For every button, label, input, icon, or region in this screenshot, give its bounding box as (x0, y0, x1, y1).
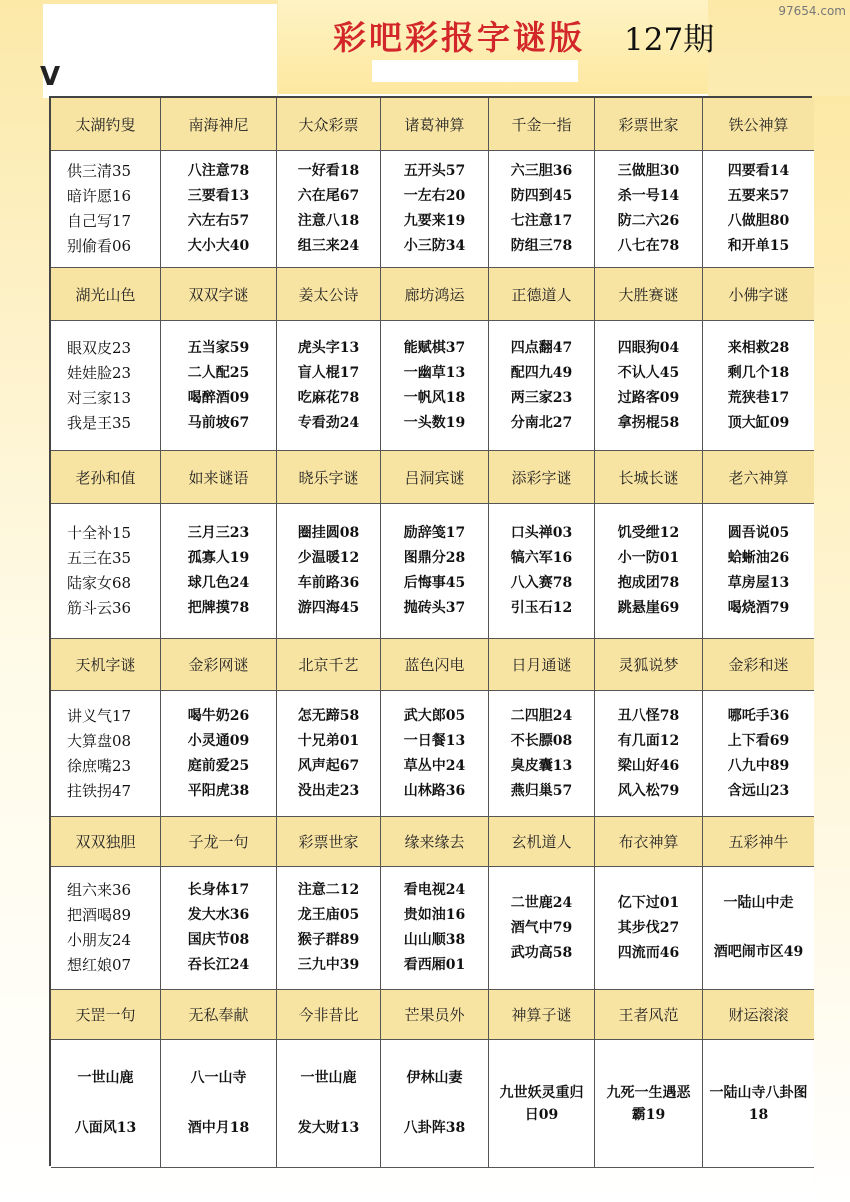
riddle-line: 一陆山中走 (723, 895, 794, 911)
riddle-cell (595, 321, 703, 451)
riddle-cell (161, 1040, 277, 1168)
riddle-cell (703, 504, 814, 639)
riddle-line: 讲义气17 (67, 706, 132, 725)
riddle-cell (161, 691, 277, 817)
riddle-line: 亿下过01 (617, 894, 680, 911)
riddle-cell (489, 151, 595, 268)
riddle-line: 发大水36 (187, 907, 250, 923)
riddle-line: 分南北27 (510, 414, 573, 431)
column-header: 神算子谜 (489, 990, 595, 1040)
left-mark: V (40, 62, 61, 92)
riddle-cell (277, 1040, 381, 1168)
column-header: 玄机道人 (489, 817, 595, 867)
riddle-line: 把酒喝89 (67, 906, 132, 924)
riddle-line: 犒六军16 (510, 550, 573, 566)
riddle-cell (51, 867, 161, 990)
riddle-cell (51, 691, 161, 817)
riddle-line: 二四胆24 (510, 707, 573, 724)
riddle-line: 三月三23 (187, 525, 250, 541)
riddle-cell (277, 504, 381, 639)
riddle-cell (277, 151, 381, 268)
column-header: 彩票世家 (595, 98, 703, 151)
riddle-line: 四眼狗04 (617, 339, 680, 356)
riddle-line: 庭前爱25 (187, 757, 250, 774)
riddle-line: 有几面12 (617, 732, 680, 749)
column-header: 大胜赛谜 (595, 268, 703, 321)
riddle-cell (703, 151, 814, 268)
riddle-line: 筋斗云36 (67, 599, 132, 617)
riddle-line: 拿拐棍58 (617, 414, 680, 431)
riddle-cell (277, 321, 381, 451)
blank-sub-box (372, 60, 578, 82)
column-header: 湖光山色 (51, 268, 161, 321)
riddle-line: 防二六26 (617, 213, 680, 229)
column-header: 天机字谜 (51, 639, 161, 691)
riddle-line: 酒气中79 (510, 919, 573, 936)
riddle-line: 平阳虎38 (187, 782, 250, 799)
riddle-line: 长身体17 (187, 882, 250, 898)
column-header: 添彩字谜 (489, 451, 595, 504)
riddle-cell (703, 321, 814, 451)
riddle-line: 引玉石12 (510, 600, 573, 616)
riddle-line: 注意二12 (297, 882, 360, 898)
riddle-cell (51, 1040, 161, 1168)
riddle-line: 一头数19 (403, 414, 466, 431)
riddle-line: 八入赛78 (510, 575, 573, 591)
riddle-line: 其步伐27 (617, 919, 680, 936)
riddle-line: 马前坡67 (187, 414, 250, 431)
riddle-cell (161, 321, 277, 451)
riddle-line: 不长膘08 (510, 732, 573, 749)
riddle-line: 十全补15 (67, 524, 132, 542)
riddle-line: 贵如油16 (403, 907, 466, 923)
column-header: 王者风范 (595, 990, 703, 1040)
riddle-cell (595, 691, 703, 817)
riddle-line: 不认人45 (617, 364, 680, 381)
riddle-line: 和开单15 (727, 238, 790, 254)
riddle-line: 虎头字13 (297, 339, 360, 356)
riddle-line: 六在尾67 (297, 188, 360, 204)
riddle-line: 陆家女68 (67, 574, 132, 592)
column-header: 财运滚滚 (703, 990, 814, 1040)
riddle-line: 伊林山妻 (406, 1069, 463, 1086)
riddle-cell (161, 867, 277, 990)
riddle-cell (595, 1040, 703, 1168)
riddle-line: 六三胆36 (510, 163, 573, 179)
blank-header-box (43, 4, 277, 98)
riddle-line: 小一防01 (617, 550, 680, 566)
riddle-line: 荒狭巷17 (727, 389, 790, 406)
riddle-line: 怎无蹄58 (297, 707, 360, 724)
riddle-cell (703, 1040, 814, 1168)
column-header: 姜太公诗 (277, 268, 381, 321)
riddle-line: 杀一号14 (617, 188, 680, 204)
column-header: 灵狐说梦 (595, 639, 703, 691)
riddle-cell (381, 504, 489, 639)
column-header: 北京千艺 (277, 639, 381, 691)
riddle-cell (381, 321, 489, 451)
riddle-line: 徐庶嘴23 (67, 756, 132, 775)
riddle-line: 跳悬崖69 (617, 600, 680, 616)
column-header: 金彩网谜 (161, 639, 277, 691)
riddle-line: 口头禅03 (510, 525, 573, 541)
riddle-line: 一世山鹿 (77, 1069, 134, 1086)
column-header: 日月通谜 (489, 639, 595, 691)
riddle-line: 臭皮囊13 (510, 757, 573, 774)
riddle-line: 饥受绁12 (617, 525, 680, 541)
riddle-line: 想红娘07 (67, 956, 132, 974)
riddle-line: 五要来57 (727, 188, 790, 204)
column-header: 无私奉献 (161, 990, 277, 1040)
riddle-line: 草丛中24 (403, 757, 466, 774)
riddle-line: 顶大缸09 (727, 414, 790, 431)
riddle-line: 一世山鹿 (300, 1069, 357, 1086)
riddle-line: 八面风13 (74, 1120, 137, 1137)
riddle-line: 小灵通09 (187, 732, 250, 749)
column-header: 吕洞宾谜 (381, 451, 489, 504)
riddle-cell (703, 867, 814, 990)
riddle-line: 一帆风18 (403, 389, 466, 406)
riddle-line: 喝醉酒09 (187, 389, 250, 406)
column-header: 缘来缘去 (381, 817, 489, 867)
column-header: 布衣神算 (595, 817, 703, 867)
riddle-line: 一陆山寺八卦图18 (709, 1084, 808, 1123)
riddle-line: 两三家23 (510, 389, 573, 406)
riddle-line: 武大郎05 (403, 707, 466, 724)
riddle-cell (595, 867, 703, 990)
column-header: 今非昔比 (277, 990, 381, 1040)
riddle-line: 剩几个18 (727, 364, 790, 381)
riddle-table (49, 96, 812, 1166)
riddle-line: 抛砖头37 (403, 600, 466, 616)
riddle-line: 上下看69 (727, 732, 790, 749)
riddle-line: 拄铁拐47 (67, 781, 132, 800)
riddle-cell (489, 321, 595, 451)
riddle-line: 一好看18 (297, 163, 360, 179)
column-header: 廊坊鸿运 (381, 268, 489, 321)
riddle-line: 哪吒手36 (727, 707, 790, 724)
riddle-line: 我是王35 (67, 413, 132, 432)
riddle-cell (703, 691, 814, 817)
riddle-line: 九世妖灵重归日09 (499, 1084, 584, 1123)
riddle-line: 风入松79 (617, 782, 680, 799)
column-header: 金彩和迷 (703, 639, 814, 691)
riddle-line: 山山顺38 (403, 932, 466, 948)
riddle-line: 七注意17 (510, 213, 573, 229)
riddle-line: 三九中39 (297, 957, 360, 973)
page-title: 彩吧彩报字谜版 (333, 18, 585, 57)
riddle-line: 龙王庙05 (297, 907, 360, 923)
riddle-line: 蛤蜥油26 (727, 550, 790, 566)
riddle-line: 自己写17 (67, 212, 132, 230)
riddle-line: 九要来19 (403, 213, 466, 229)
riddle-line: 六左右57 (187, 213, 250, 229)
riddle-line: 孤寡人19 (187, 550, 250, 566)
riddle-line: 专看劲24 (297, 414, 360, 431)
riddle-line: 组三来24 (297, 238, 360, 254)
riddle-cell (381, 151, 489, 268)
riddle-line: 游四海45 (297, 600, 360, 616)
column-header: 诸葛神算 (381, 98, 489, 151)
riddle-cell (489, 867, 595, 990)
riddle-line: 山林路36 (403, 782, 466, 799)
watermark: 97654.com (778, 4, 846, 18)
riddle-line: 过路客09 (617, 389, 680, 406)
riddle-line: 四点翻47 (510, 339, 573, 356)
column-header: 如来谜语 (161, 451, 277, 504)
riddle-line: 武功高58 (510, 944, 573, 961)
riddle-line: 没出走23 (297, 782, 360, 799)
riddle-line: 圈挂圆08 (297, 525, 360, 541)
column-header: 太湖钓叟 (51, 98, 161, 151)
riddle-line: 八卦阵38 (403, 1120, 466, 1137)
riddle-line: 图鼎分28 (403, 550, 466, 566)
riddle-line: 猴子群89 (297, 932, 360, 948)
column-header: 老六神算 (703, 451, 814, 504)
riddle-line: 能赋棋37 (403, 339, 466, 356)
riddle-line: 励辞笺17 (403, 525, 466, 541)
riddle-line: 三要看13 (187, 188, 250, 204)
riddle-line: 八注意78 (187, 163, 250, 179)
riddle-cell (277, 867, 381, 990)
riddle-line: 后悔事45 (403, 575, 466, 591)
riddle-cell (489, 504, 595, 639)
riddle-line: 盲人棍17 (297, 364, 360, 381)
column-header: 蓝色闪电 (381, 639, 489, 691)
riddle-line: 喝牛奶26 (187, 707, 250, 724)
riddle-line: 一日餐13 (403, 732, 466, 749)
riddle-line: 九死一生遇恶霸19 (606, 1084, 691, 1123)
riddle-cell (595, 151, 703, 268)
issue-number: 127期 (624, 22, 715, 58)
column-header: 小佛字谜 (703, 268, 814, 321)
riddle-line: 大小大40 (187, 238, 250, 254)
riddle-line: 八做胆80 (727, 213, 790, 229)
riddle-line: 国庆节08 (187, 932, 250, 948)
riddle-line: 一左右20 (403, 188, 466, 204)
riddle-line: 车前路36 (297, 575, 360, 591)
riddle-line: 二人配25 (187, 364, 250, 381)
column-header: 正德道人 (489, 268, 595, 321)
riddle-line: 四要看14 (727, 163, 790, 179)
riddle-line: 小三防34 (403, 238, 466, 254)
riddle-line: 看电视24 (403, 882, 466, 898)
column-header: 五彩神牛 (703, 817, 814, 867)
riddle-line: 一幽草13 (403, 364, 466, 381)
riddle-line: 娃娃脸23 (67, 363, 132, 382)
riddle-cell (595, 504, 703, 639)
column-header: 天罡一句 (51, 990, 161, 1040)
riddle-line: 丑八怪78 (617, 707, 680, 724)
column-header: 铁公神算 (703, 98, 814, 151)
column-header: 老孙和值 (51, 451, 161, 504)
riddle-cell (277, 691, 381, 817)
riddle-line: 含远山23 (727, 782, 790, 799)
riddle-cell (489, 691, 595, 817)
riddle-line: 五开头57 (403, 163, 466, 179)
riddle-line: 配四九49 (510, 364, 573, 381)
riddle-cell (381, 867, 489, 990)
column-header: 子龙一句 (161, 817, 277, 867)
column-header: 大众彩票 (277, 98, 381, 151)
riddle-line: 把牌摸78 (187, 600, 250, 616)
column-header: 南海神尼 (161, 98, 277, 151)
riddle-line: 球几色24 (187, 575, 250, 591)
riddle-line: 注意八18 (297, 213, 360, 229)
riddle-line: 燕归巢57 (510, 782, 573, 799)
riddle-line: 三做胆30 (617, 163, 680, 179)
riddle-line: 大算盘08 (67, 731, 132, 750)
riddle-line: 五当家59 (187, 339, 250, 356)
column-header: 千金一指 (489, 98, 595, 151)
riddle-line: 防组三78 (510, 238, 573, 254)
riddle-line: 暗许愿16 (67, 187, 132, 205)
riddle-line: 对三家13 (67, 388, 132, 407)
riddle-line: 二世鹿24 (510, 894, 573, 911)
riddle-line: 看西厢01 (403, 957, 466, 973)
riddle-line: 风声起67 (297, 757, 360, 774)
riddle-line: 小朋友24 (67, 931, 132, 949)
riddle-cell (51, 504, 161, 639)
column-header: 晓乐字谜 (277, 451, 381, 504)
riddle-line: 眼双皮23 (67, 338, 132, 357)
riddle-line: 别偷看06 (67, 237, 132, 255)
riddle-line: 梁山好46 (617, 757, 680, 774)
riddle-line: 来相救28 (727, 339, 790, 356)
riddle-cell (161, 504, 277, 639)
riddle-line: 圆吾说05 (727, 525, 790, 541)
column-header: 双双独胆 (51, 817, 161, 867)
riddle-line: 抱成团78 (617, 575, 680, 591)
column-header: 彩票世家 (277, 817, 381, 867)
riddle-line: 草房屋13 (727, 575, 790, 591)
riddle-line: 供三清35 (67, 162, 132, 180)
riddle-line: 组六来36 (67, 881, 132, 899)
riddle-line: 八七在78 (617, 238, 680, 254)
riddle-line: 八九中89 (727, 757, 790, 774)
riddle-cell (51, 151, 161, 268)
riddle-cell (381, 1040, 489, 1168)
riddle-cell (161, 151, 277, 268)
riddle-line: 八一山寺 (190, 1069, 247, 1086)
column-header: 芒果员外 (381, 990, 489, 1040)
column-header: 双双字谜 (161, 268, 277, 321)
riddle-cell (381, 691, 489, 817)
riddle-line: 发大财13 (297, 1120, 360, 1137)
riddle-line: 吃麻花78 (297, 389, 360, 406)
riddle-line: 十兄弟01 (297, 732, 360, 749)
riddle-cell (51, 321, 161, 451)
riddle-line: 五三在35 (67, 549, 132, 567)
riddle-line: 酒中月18 (187, 1120, 250, 1137)
column-header: 长城长谜 (595, 451, 703, 504)
right-edge-band (812, 96, 850, 1202)
riddle-cell (489, 1040, 595, 1168)
riddle-line: 少温暖12 (297, 550, 360, 566)
riddle-line: 防四到45 (510, 188, 573, 204)
riddle-line: 吞长江24 (187, 957, 250, 973)
riddle-line: 酒吧闹市区49 (713, 944, 804, 960)
riddle-line: 四流而46 (617, 944, 680, 961)
riddle-line: 喝烧酒79 (727, 600, 790, 616)
